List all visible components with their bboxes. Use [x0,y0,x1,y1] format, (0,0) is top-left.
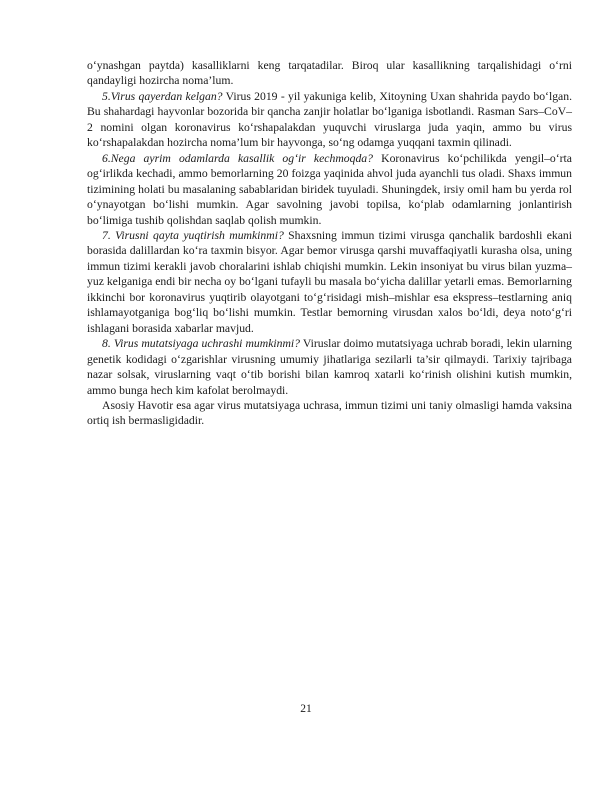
document-page [87,58,572,429]
paragraph-text: o‘ynashgan paytda) kasalliklarni keng tarqatadilar. Biroq ular kasallikning tarqalishidagi o‘rni qandayligi hozircha noma’lum. [87,59,572,88]
question-heading: 6.Nega ayrim odamlarda kasallik og‘ir kechmoqda? [102,151,373,165]
paragraph-virus-origin [87,89,572,151]
paragraph-text: Viruslar doimo mutatsiyaga uchrab boradi, lekin ularning genetik kodidagi o‘zgarishlar virusning umumiy jihatlariga sezilarli ta’sir qilmaydi. Tarixiy tajribaga nazar solsak, viruslarning vaqt o‘tib borishi bilan kamroq xatarli ko‘rinish olishini kutish mumkin, ammo bunga hech kim kafolat berolmaydi. [87,337,572,397]
paragraph-main-concern [87,398,572,429]
paragraph-text: Koronavirus ko‘pchilikda yengil–o‘rta og‘irlikda kechadi, ammo bemorlarning 20 foizga yaqinida ahvol juda ayanchli tus oladi. Shaxs immun tizimining holati bu masalaning sabablaridan biridek tuyuladi. Shuningdek, irsiy omil ham bu yerda rol o‘ynayotgan bo‘lishi mumkin. Agar savolning javobi topilsa, ko‘plab odamlarning jonlantirish bo‘limiga tushib qolishdan saqlab qolish mumkin. [87,151,572,227]
question-heading: 8. Virus mutatsiyaga uchrashi mumkinmi? [102,337,301,351]
paragraph-reinfection [87,228,572,336]
paragraph-mutation [87,336,572,398]
paragraph-text: Asosiy Havotir esa agar virus mutatsiyaga uchrasa, immun tizimi uni taniy olmasligi hamda vaksina ortiq ish bermasligidadir. [87,398,572,428]
page-number: 21 [300,703,312,715]
paragraph-text: Shaxsning immun tizimi virusga qanchalik bardoshli ekani borasida dalillardan ko‘ra taxmin bisyor. Agar bemor virusga qarshi muvaffaqiyatli kurasha olsa, uning immun tizimi kerakli javob choralarini ishlab chiqishi mumkin. Lekin insoniyat bu virus bilan yuzma–yuz kelganiga endi bir necha oy bo‘lgani tufayli bu masala bo‘yicha dalillar yetarli emas. Bemorlarning ikkinchi bor koronavirus yuqtirib olayotgani to‘g‘risidagi mish–mishlar esa ekspress–testlarning aniq ishlamayotganiga bog‘liq bo‘lishi mumkin. Testlar bemorning virusdan xalos bo‘ldi, deya noto‘g‘ri ishlagani borasida xabarlar mavjud. [87,228,573,335]
paragraph-severe-cases [87,151,572,228]
question-heading: 7. Virusni qayta yuqtirish mumkinmi? [102,228,284,242]
paragraph-continuation [87,58,572,89]
question-heading: 5.Virus qayerdan kelgan? [102,89,223,103]
paragraph-text: Virus 2019 - yil yakuniga kelib, Xitoyning Uxan shahrida paydo bo‘lgan. Bu shahardagi hayvonlar bozorida bir qancha zanjir holatlar bo‘lganiga isbotlandi. Rasman Sars–CoV–2 nomini olgan koronavirus ko‘rshapalakdan yuquvchi viruslarga juda yaqin, ammo bu virus ko‘rshapalakdan hozircha noma’lum bir hayvonga, so‘ng odamga yuqqani taxmin qilinadi. [87,89,572,150]
